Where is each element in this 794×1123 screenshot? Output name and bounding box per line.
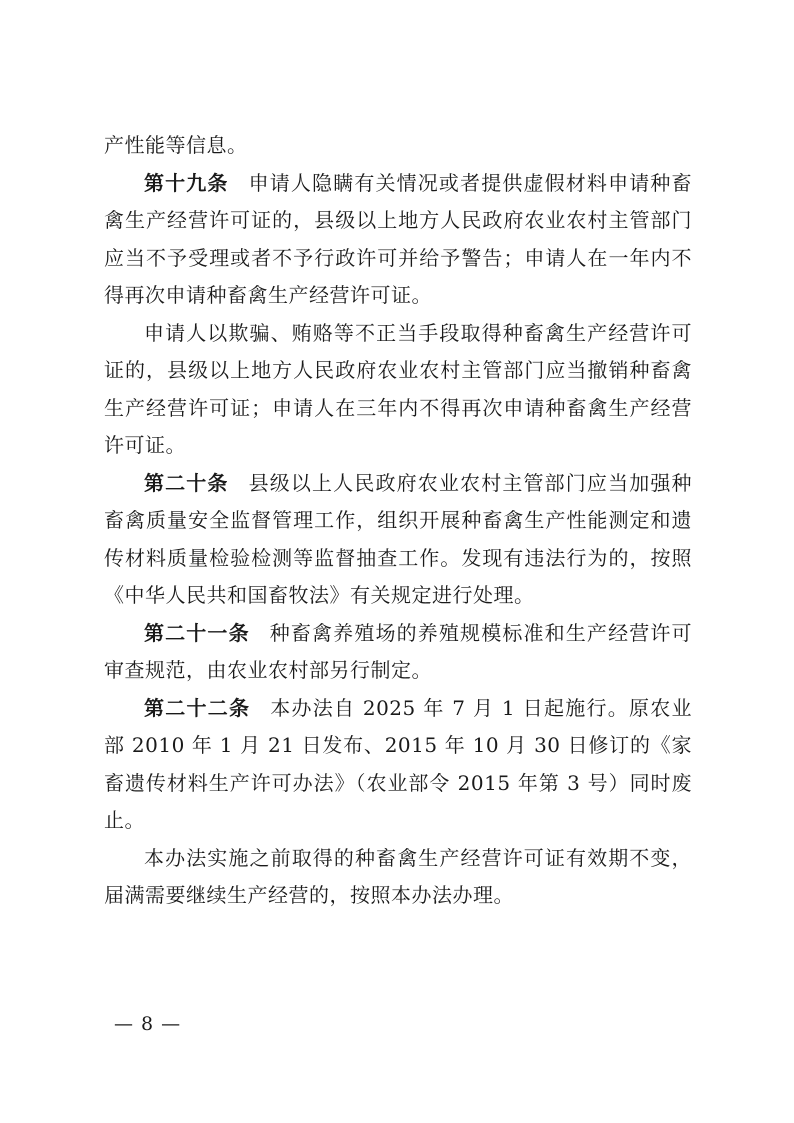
paragraph-text: 本办法实施之前取得的种畜禽生产经营许可证有效期不变，届满需要继续生产经营的，按照本办法办理。: [104, 845, 692, 907]
paragraph-text: 产性能等信息。: [104, 133, 248, 157]
page-number: — 8 —: [114, 1013, 182, 1035]
document-body: [104, 127, 692, 915]
article-heading: 第二十一条: [144, 620, 250, 645]
article-20: [104, 465, 692, 615]
article-19-clause-2: [104, 315, 692, 465]
article-19: [104, 165, 692, 315]
paragraph-text: 申请人隐瞒有关情况或者提供虚假材料申请种畜禽生产经营许可证的，县级以上地方人民政府农业农村主管部门应当不予受理或者不予行政许可并给予警告；申请人在一年内不得再次申请种畜禽生产经营许可证。: [104, 170, 693, 307]
article-heading: 第十九条: [144, 170, 229, 195]
paragraph-text: 本办法自 2025 年 7 月 1 日起施行。原农业部 2010 年 1 月 21 日发布、2015 年 10 月 30 日修订的《家畜遗传材料生产许可办法》（农业部令 2015 年第 3 号）同时废止。: [104, 695, 692, 832]
paragraph-text: 县级以上人民政府农业农村主管部门应当加强种畜禽质量安全监督管理工作，组织开展种畜禽生产性能测定和遗传材料质量检验检测等监督抽查工作。发现有违法行为的，按照《中华人民共和国畜牧法》有关规定进行处理。: [104, 470, 693, 607]
paragraph-text: 申请人以欺骗、贿赂等不正当手段取得种畜禽生产经营许可证的，县级以上地方人民政府农业农村主管部门应当撤销种畜禽生产经营许可证；申请人在三年内不得再次申请种畜禽生产经营许可证。: [104, 320, 692, 457]
paragraph-continued: [104, 127, 692, 165]
article-22: [104, 690, 692, 840]
article-22-clause-2: [104, 840, 692, 915]
article-heading: 第二十二条: [144, 695, 251, 720]
paragraph-text: 种畜禽养殖场的养殖规模标准和生产经营许可审查规范，由农业农村部另行制定。: [104, 620, 693, 682]
article-heading: 第二十条: [144, 470, 229, 495]
article-21: [104, 615, 692, 690]
